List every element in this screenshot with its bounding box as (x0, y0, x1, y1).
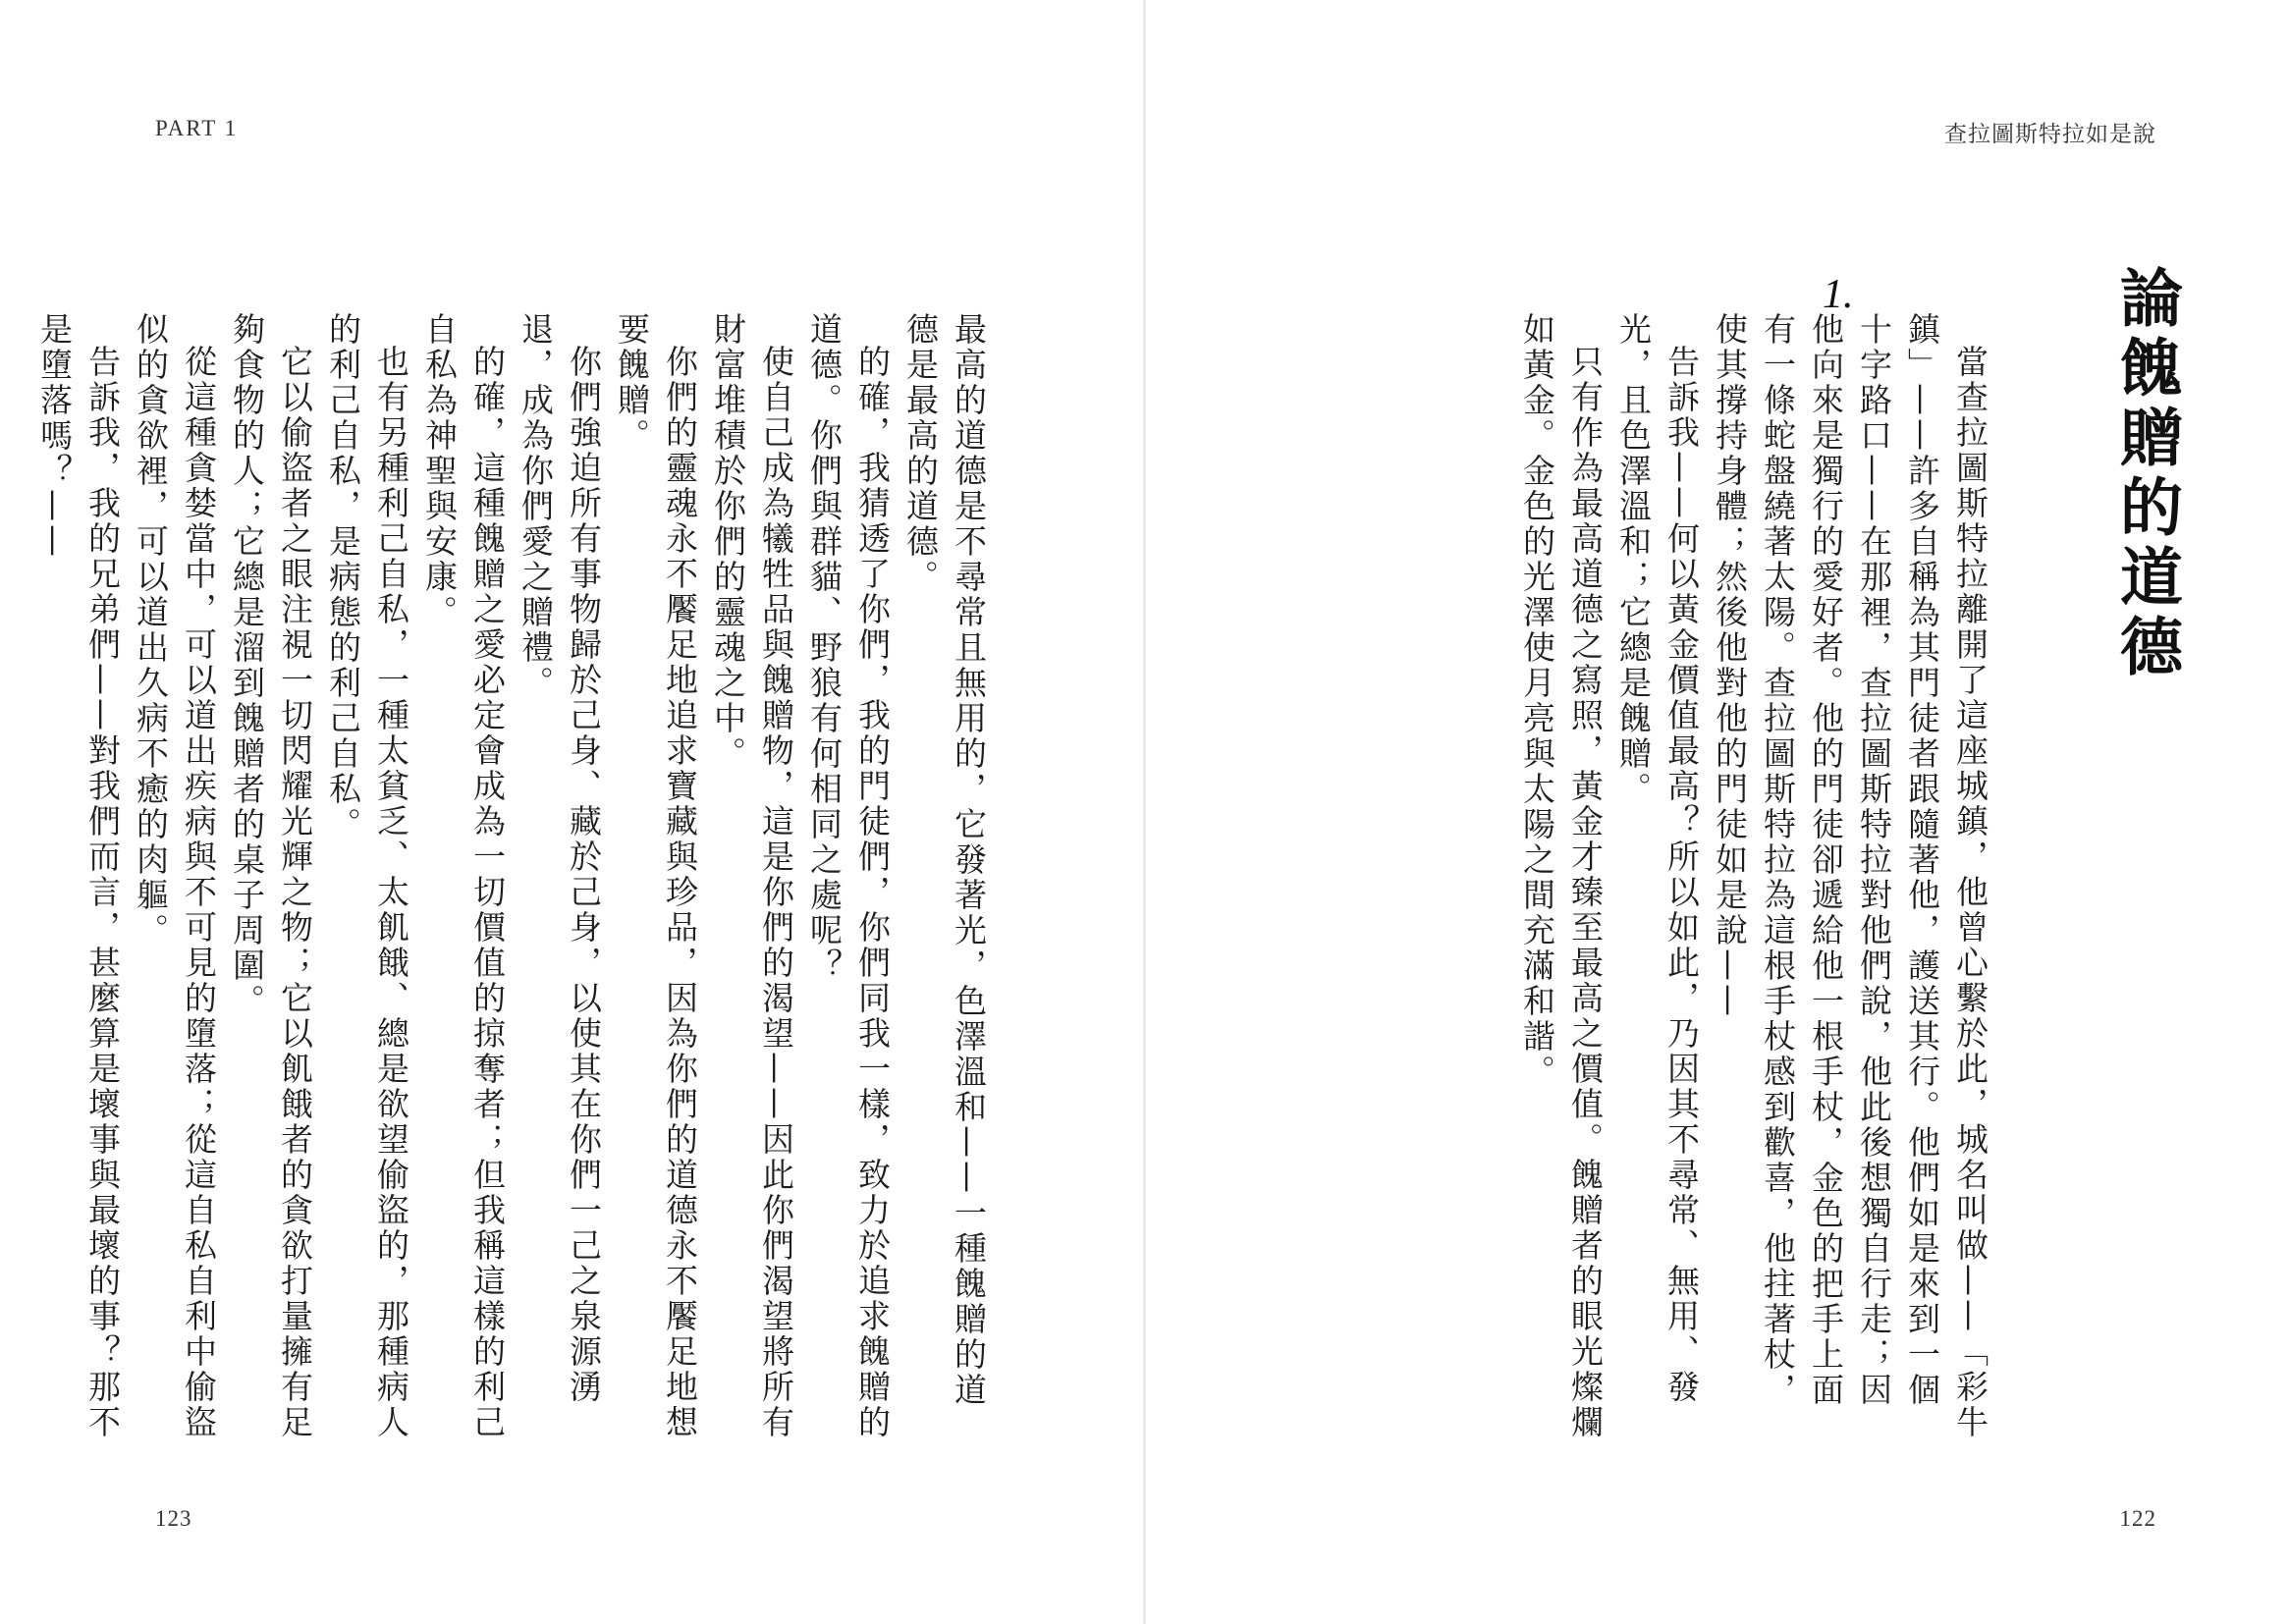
body-text (30, 312, 993, 1441)
section-number: 1. (1823, 272, 1854, 317)
paragraph: 只有作為最高道德之寫照，黃金才臻至最高之價值。餽贈者的眼光燦爛如黃金。金色的光澤使月亮與太陽之間充滿和諧。 (1518, 312, 1605, 1440)
paragraph: 告訴我——何以黃金價值最高？所以如此，乃因其不尋常、無用、發光，且色澤溫和；它總是餽贈。 (1614, 312, 1701, 1405)
chapter-title: 論餽贈的道德 (2109, 265, 2182, 683)
running-head: PART 1 (155, 116, 239, 140)
paragraph: 的確，我猜透了你們，我的門徒們，你們同我一樣，致力於追求餽贈的道德。你們與群貓、野狼有何相同之處呢？ (805, 312, 892, 1440)
paragraph: 使自己成為犧牲品與餽贈物，這是你們的渴望——因此你們渴望將所有財富堆積於你們的靈魂之中。 (709, 312, 795, 1440)
right-page (1145, 0, 2289, 1624)
paragraph: 它以偷盜者之眼注視一切閃耀光輝之物；它以飢餓者的貪欲打量擁有足夠食物的人；它總是溜到餽贈者的桌子周圍。 (228, 312, 314, 1440)
paragraph: 的確，這種餽贈之愛必定會成為一切價值的掠奪者；但我稱這樣的利己自私為神聖與安康。 (420, 312, 507, 1440)
paragraph: 你們的靈魂永不饜足地追求寶藏與珍品，因為你們的道德永不饜足地想要餽贈。 (613, 312, 699, 1440)
paragraph: 你們強迫所有事物歸於己身、藏於己身，以使其在你們一己之泉源湧退，成為你們愛之贈禮。 (517, 312, 603, 1405)
paragraph: 最高的道德是不尋常且無用的，它發著光，色澤溫和——一種餽贈的道德是最高的道德。 (901, 312, 988, 1408)
paragraph: 當查拉圖斯特拉離開了這座城鎮，他曾心繫於此，城名叫做——「彩牛鎮」——許多自稱為其門徒者跟隨著他，護送其行。他們如是來到一個十字路口——在那裡，查拉圖斯特拉對他們說，他此後想獨自行走；因他向來是獨行的愛好者。他的門徒卻遞給他一根手杖，金色的把手上面有一條蛇盤繞著太陽。查拉圖斯特拉為這根手杖感到歡喜，他拄著杖，使其撐持身體；然後他對他的門徒如是說—— (1711, 312, 1989, 1440)
paragraph: 從這種貪婪當中，可以道出疾病與不可見的墮落；從這自私自利中偷盜似的貪欲裡，可以道出久病不癒的肉軀。 (132, 312, 218, 1440)
running-head: 查拉圖斯特拉如是說 (1944, 122, 2156, 147)
body-text (1513, 312, 1994, 1441)
page-number: 123 (155, 1506, 192, 1531)
paragraph: 也有另種利己自私，一種太貧乏、太飢餓、總是欲望偷盜的，那種病人的利己自私，是病態的利己自私。 (324, 312, 410, 1440)
page-number: 122 (2119, 1506, 2156, 1531)
paragraph: 告訴我，我的兄弟們——對我們而言，甚麼算是壞事與最壞的事？那不是墮落嗎？—— (35, 312, 122, 1440)
